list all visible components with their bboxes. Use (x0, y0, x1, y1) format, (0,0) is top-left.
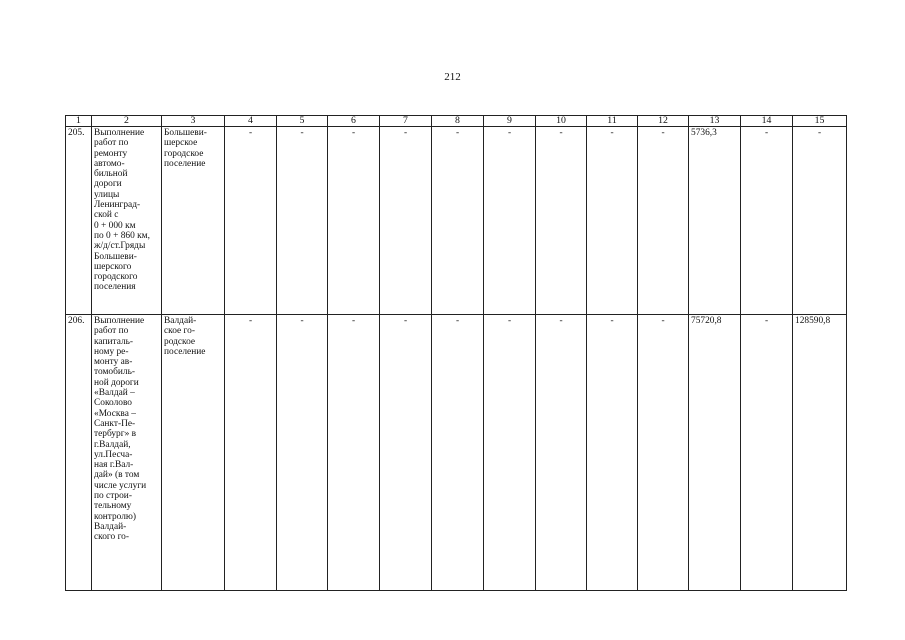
value-col-8: - (432, 127, 484, 315)
work-description: Выполнение работ по ремонту автомо- бильной дороги улицы Ленинград- ской с 0 + 000 км по 0 + 860 км, ж/д/ст.Гряды Большеви- шерского городского поселения (92, 127, 162, 315)
value-col-12: - (638, 127, 689, 315)
value-col-4: - (225, 315, 277, 591)
value-col-8: - (432, 315, 484, 591)
column-header-7: 7 (380, 116, 432, 127)
column-header-2: 2 (92, 116, 162, 127)
settlement-name: Валдай- ское го- родское поселение (162, 315, 225, 591)
column-header-1: 1 (66, 116, 92, 127)
column-header-10: 10 (536, 116, 587, 127)
column-header-3: 3 (162, 116, 225, 127)
column-header-15: 15 (793, 116, 847, 127)
value-col-11: - (587, 127, 638, 315)
value-col-14: - (741, 127, 793, 315)
work-description: Выполнение работ по капиталь- ному ре- монту ав- томобиль- ной дороги «Валдай – Соколово «Москва – Санкт-Пе- тербург» в г.Валдай, ул.Песча- ная г.Вал- дай» (в том числе услуги по строи- тельному контролю) Валдай- ского го- (92, 315, 162, 591)
row-number: 205. (66, 127, 92, 315)
column-header-14: 14 (741, 116, 793, 127)
value-col-12: - (638, 315, 689, 591)
value-col-9: - (484, 315, 536, 591)
table-row (66, 127, 847, 315)
value-col-7: - (380, 315, 432, 591)
value-col-7: - (380, 127, 432, 315)
value-col-15: 128590,8 (793, 315, 847, 591)
table-header-row (66, 116, 847, 127)
value-col-6: - (328, 315, 380, 591)
settlement-name: Большеви- шерское городское поселение (162, 127, 225, 315)
value-col-11: - (587, 315, 638, 591)
column-header-11: 11 (587, 116, 638, 127)
table-row (66, 315, 847, 591)
value-col-14: - (741, 315, 793, 591)
value-col-10: - (536, 315, 587, 591)
column-header-6: 6 (328, 116, 380, 127)
value-col-13: 75720,8 (689, 315, 741, 591)
value-col-5: - (277, 315, 328, 591)
value-col-15: - (793, 127, 847, 315)
column-header-4: 4 (225, 116, 277, 127)
column-header-13: 13 (689, 116, 741, 127)
column-header-12: 12 (638, 116, 689, 127)
column-header-9: 9 (484, 116, 536, 127)
value-col-6: - (328, 127, 380, 315)
value-col-9: - (484, 127, 536, 315)
page-number: 212 (444, 71, 461, 83)
value-col-10: - (536, 127, 587, 315)
row-number: 206. (66, 315, 92, 591)
value-col-13: 5736,3 (689, 127, 741, 315)
budget-table (65, 115, 847, 591)
column-header-5: 5 (277, 116, 328, 127)
column-header-8: 8 (432, 116, 484, 127)
value-col-4: - (225, 127, 277, 315)
value-col-5: - (277, 127, 328, 315)
